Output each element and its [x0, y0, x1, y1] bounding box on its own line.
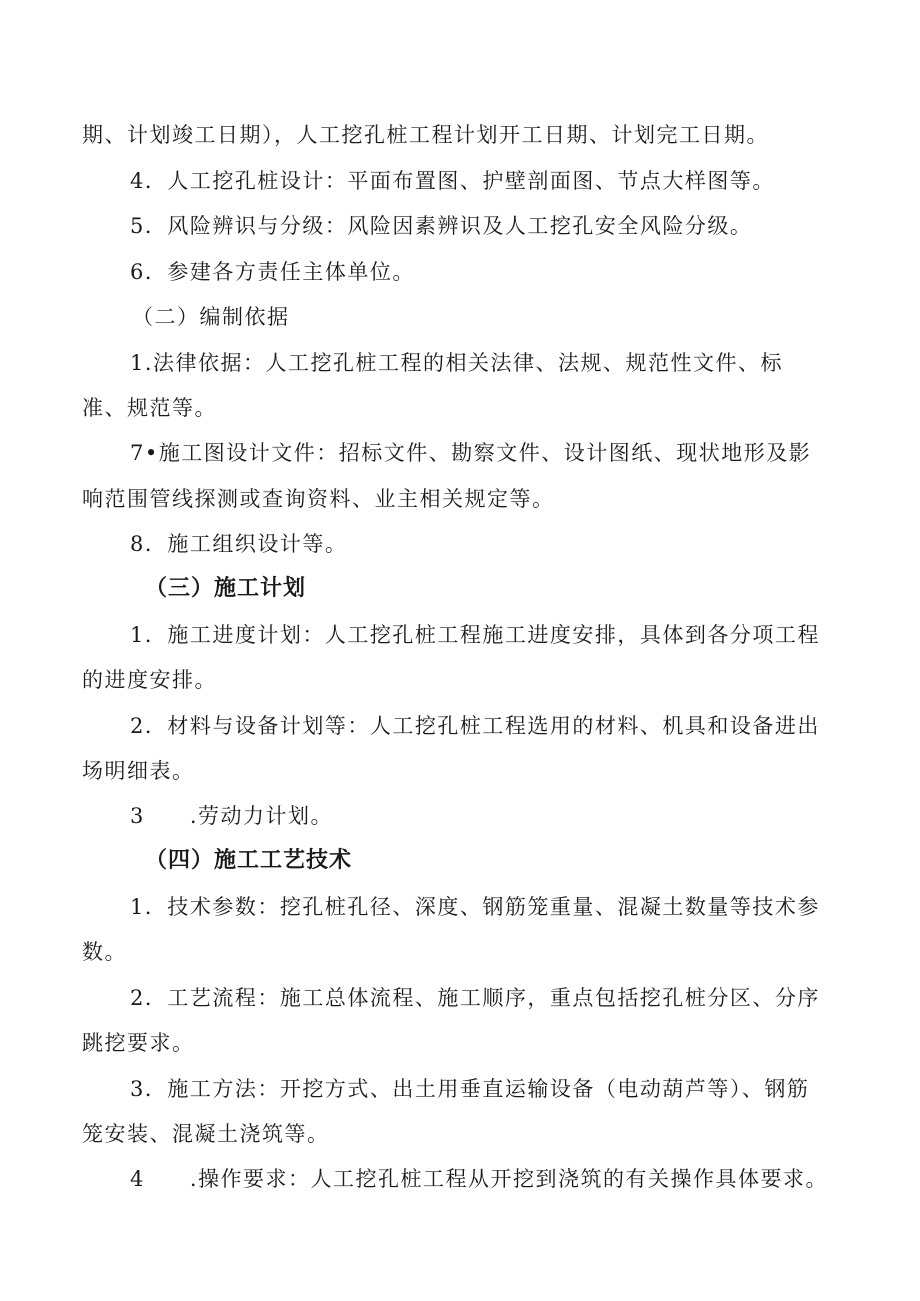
text-line: 数。	[82, 940, 127, 964]
text-line: 5．风险辨识与分级：风险因素辨识及人工挖孔安全风险分级。	[130, 214, 753, 238]
text-line: 1．技术参数：挖孔桩孔径、深度、钢筋笼重量、混凝土数量等技术参	[130, 895, 820, 919]
text-line: 场明细表。	[82, 759, 195, 783]
text-line: 笼安装、混凝土浇筑等。	[82, 1122, 330, 1146]
text-line: 4．人工挖孔桩设计：平面布置图、护壁剖面图、节点大样图等。	[130, 169, 775, 193]
text-line: 4 .操作要求：人工挖孔桩工程从开挖到浇筑的有关操作具体要求。	[130, 1167, 829, 1191]
text-line: 的进度安排。	[82, 668, 217, 692]
text-line: 8．施工组织设计等。	[130, 532, 348, 556]
section-heading: （四）施工工艺技术	[145, 848, 353, 873]
text-line: 2．工艺流程：施工总体流程、施工顺序，重点包括挖孔桩分区、分序	[130, 986, 820, 1010]
text-line: 跳挖要求。	[82, 1031, 195, 1055]
text-line: 6．参建各方责任主体单位。	[130, 260, 415, 284]
text-line: 准、规范等。	[82, 396, 217, 420]
section-heading: （二）编制依据	[132, 305, 290, 329]
section-heading: （三）施工计划	[145, 576, 307, 601]
text-line: 期、计划竣工日期），人工挖孔桩工程计划开工日期、计划完工日期。	[82, 123, 769, 147]
text-line: 3．施工方法：开挖方式、出土用垂直运输设备（电动葫芦等）、钢筋	[130, 1077, 810, 1101]
text-line: 1．施工进度计划：人工挖孔桩工程施工进度安排，具体到各分项工程	[130, 623, 820, 647]
text-line: 3 .劳动力计划。	[130, 804, 334, 828]
text-line: 1.法律依据：人工挖孔桩工程的相关法律、法规、规范性文件、标	[130, 351, 784, 375]
text-line: 2．材料与设备计划等：人工挖孔桩工程选用的材料、机具和设备进出	[130, 714, 820, 738]
text-line: 7•施工图设计文件：招标文件、勘察文件、设计图纸、现状地形及影	[130, 441, 812, 465]
text-line: 响范围管线探测或查询资料、业主相关规定等。	[82, 487, 555, 511]
